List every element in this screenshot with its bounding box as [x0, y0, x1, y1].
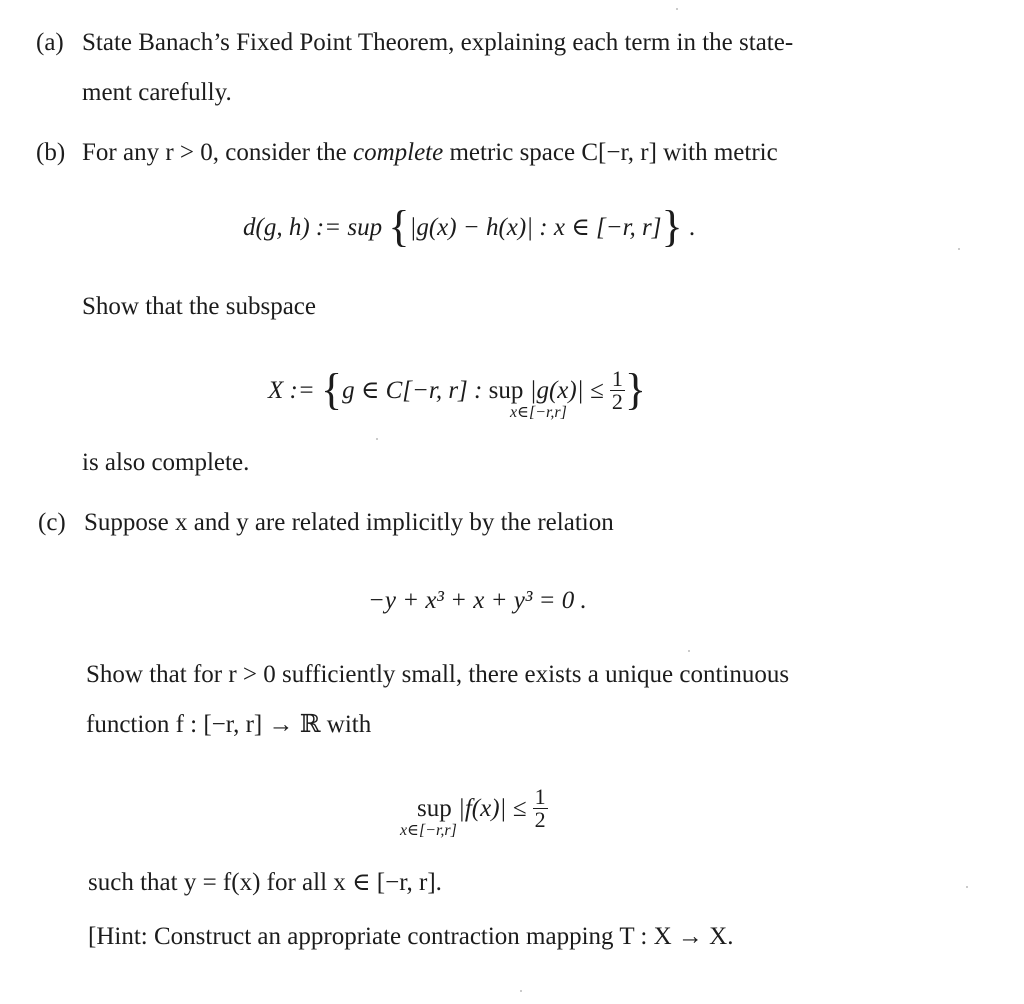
subspace-sup-subscript: x∈[−r,r]: [510, 404, 567, 421]
scan-speck: [966, 886, 968, 888]
metric-lhs: d(g, h) := sup: [243, 214, 383, 241]
subspace-fraction: [610, 368, 625, 413]
part-c-such-that: such that y = f(x) for all x ∈ [−r, r].: [88, 869, 442, 896]
scan-speck: [676, 8, 678, 10]
left-brace: {: [388, 202, 410, 251]
sup-f-subscript: x∈[−r,r]: [400, 822, 457, 839]
part-a-line1: State Banach’s Fixed Point Theorem, explaining each term in the state-: [82, 29, 794, 56]
metric-end: .: [688, 214, 696, 241]
part-c-label: (c): [38, 509, 66, 536]
part-c-line1: Suppose x and y are related implicitly by the relation: [84, 509, 614, 536]
part-b-line1-pre: For any r > 0, consider the: [82, 139, 353, 166]
subspace-formula: [268, 365, 646, 415]
part-c-show1: Show that for r > 0 sufficiently small, there exists a unique continuous: [86, 661, 790, 688]
metric-inner: |g(x) − h(x)| : x ∈ [−r, r]: [409, 214, 662, 241]
part-b-line1: [82, 138, 778, 168]
subspace-frac-num: 1: [611, 366, 623, 391]
part-a-line2: ment carefully.: [82, 79, 232, 106]
part-a-label: (a): [36, 29, 64, 56]
part-c-show2: function f : [−r, r] → ℝ with: [86, 711, 372, 738]
scan-speck: [688, 650, 690, 652]
subspace-sup: sup: [488, 377, 524, 405]
sup-f-abs: |f(x)| ≤: [457, 795, 527, 823]
subspace-frac-den: 2: [611, 389, 623, 414]
part-c-hint: [Hint: Construct an appropriate contraction mapping T : X → X.: [88, 923, 734, 950]
implicit-equation: −y + x³ + x + y³ = 0 .: [368, 587, 587, 614]
scan-speck: [958, 248, 960, 250]
metric-formula: [243, 202, 696, 251]
sup-f-frac-den: 2: [534, 807, 546, 832]
subspace-inner: g ∈ C[−r, r] :: [342, 377, 483, 405]
sup-f-sup: sup: [417, 795, 452, 823]
part-b-label: (b): [36, 139, 66, 166]
subspace-right-brace: }: [624, 365, 646, 415]
part-b-line1-emphasis: complete: [352, 139, 444, 166]
part-b-show-text: Show that the subspace: [82, 293, 316, 320]
right-brace: }: [661, 202, 683, 251]
sup-f-fraction: [533, 786, 548, 831]
part-b-line1-post: metric space C[−r, r] with metric: [443, 139, 778, 166]
scan-speck: [376, 438, 378, 440]
part-b-complete-text: is also complete.: [82, 449, 250, 476]
subspace-lhs: X :=: [268, 377, 315, 405]
sup-f-frac-num: 1: [534, 784, 546, 809]
subspace-abs: |g(x)| ≤: [529, 377, 604, 405]
scan-speck: [520, 990, 522, 992]
subspace-left-brace: {: [320, 365, 343, 415]
